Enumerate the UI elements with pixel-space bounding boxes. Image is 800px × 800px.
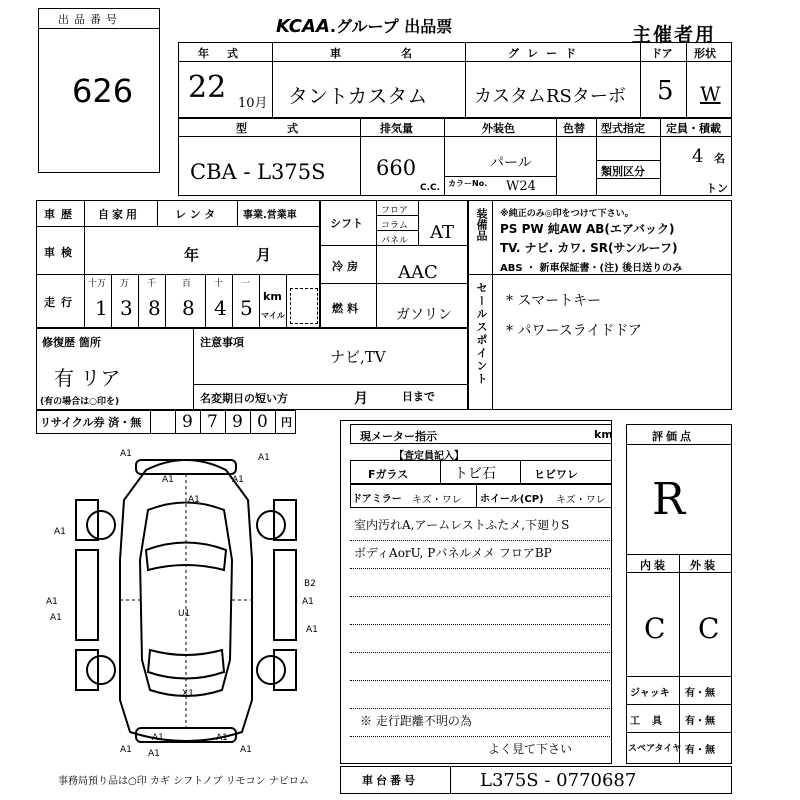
- car-name-label: 車名: [330, 47, 472, 60]
- digit-header: 一: [241, 279, 251, 289]
- category-label: 類別区分: [601, 165, 645, 178]
- score-label: 評価点: [652, 430, 694, 443]
- recycle-label: リサイクル券 済・無: [40, 416, 142, 429]
- damage-mark: A1: [152, 733, 164, 743]
- damage-mark: A1: [148, 749, 160, 759]
- ac-value: AAC: [398, 262, 438, 283]
- grade-label: グレード: [508, 47, 584, 60]
- damage-mark: A1: [232, 475, 244, 485]
- shape-value: W: [700, 82, 721, 106]
- mileage-digit: 1: [95, 296, 108, 320]
- divider: [376, 200, 377, 328]
- organizer-label: 主催者用: [632, 24, 717, 46]
- logo-text: KCAA: [276, 16, 330, 37]
- mirror-label: ドアミラー: [352, 494, 402, 505]
- inspector-comment-4: よく見て下さい: [488, 742, 573, 756]
- divider: [360, 118, 361, 196]
- divider: [237, 200, 238, 226]
- lot-label: 出品番号: [58, 13, 122, 26]
- interior-score: C: [644, 612, 666, 645]
- recycle-digit: 0: [257, 412, 268, 432]
- divider: [468, 274, 732, 275]
- inspection-label: 車検: [44, 246, 78, 259]
- private-use-label: 自家用: [98, 208, 140, 221]
- jack-options: 有・無: [685, 688, 715, 699]
- divider: [36, 226, 320, 227]
- wheel-front-left: [87, 511, 115, 539]
- recycle-digit: 9: [182, 412, 193, 432]
- color-change-label: 色替: [563, 122, 585, 135]
- door-value: 5: [657, 76, 674, 106]
- recycle-digit: 7: [207, 412, 218, 432]
- divider: [175, 410, 176, 434]
- car-name-value: タントカスタム: [288, 84, 428, 108]
- expiry-day: 日まで: [402, 390, 435, 403]
- exterior-label: 外装: [690, 559, 718, 572]
- displacement-label: 排気量: [380, 122, 413, 135]
- mileage-digit: 4: [214, 296, 227, 320]
- divider: [660, 118, 661, 196]
- sales-line-2: * パワースライドドア: [506, 323, 642, 339]
- divider: [350, 540, 612, 541]
- damage-mark: A1: [50, 613, 62, 623]
- spare-tire-options: 有・無: [685, 745, 715, 756]
- jack-label: ジャッキ: [630, 688, 670, 699]
- divider: [178, 136, 444, 137]
- color-label: 外装色: [482, 122, 515, 135]
- rental-label: レンタ: [175, 208, 220, 221]
- digit-header: 千: [147, 279, 157, 289]
- lot-number: 626: [72, 72, 134, 110]
- color-no-value: W24: [506, 179, 536, 194]
- fglass-value: トビ石: [454, 466, 496, 482]
- color-no-label: カラーNo.: [448, 179, 488, 188]
- grade-value: カスタムRSターボ: [474, 86, 626, 107]
- capacity-unit: 名: [714, 152, 725, 165]
- wheel-label: ホイール(CP): [480, 494, 544, 505]
- damage-mark: B2: [304, 579, 316, 589]
- divider: [350, 652, 612, 653]
- fuel-label: 燃料: [332, 302, 362, 315]
- divider: [350, 624, 612, 625]
- divider: [350, 568, 612, 569]
- inspector-label: 【査定員記入】: [394, 451, 464, 462]
- divider: [640, 42, 641, 118]
- damage-mark: A1: [46, 597, 58, 607]
- wheel-options: キズ・ワレ: [556, 495, 606, 506]
- km-label: km: [263, 290, 282, 303]
- equip-line-1: PS PW 純AW AB(エアバック): [500, 222, 675, 236]
- crack-label: ヒビワレ: [534, 468, 578, 481]
- meter-label: 現メーター指示: [360, 430, 437, 443]
- divider: [165, 274, 166, 328]
- business-label: 事業.営業車: [243, 210, 297, 221]
- interior-label: 内装: [640, 559, 668, 572]
- fglass-label: Fガラス: [368, 468, 409, 481]
- score-value: R: [652, 474, 686, 525]
- floor-label: フロア: [381, 206, 409, 216]
- digit-header: 万: [120, 279, 130, 289]
- divider: [350, 736, 612, 737]
- chassis-label: 車台番号: [362, 774, 418, 787]
- fuel-value: ガソリン: [396, 307, 452, 323]
- divider: [272, 42, 273, 118]
- equip-label-text: 装備品: [475, 208, 488, 241]
- expiry-month: 月: [354, 391, 368, 407]
- equip-note: ※純正のみ◎印をつけて下さい。: [500, 209, 634, 219]
- expiry-label: 名変期日の短い方: [200, 392, 288, 405]
- divider: [626, 444, 732, 445]
- divider: [259, 274, 260, 328]
- divider: [450, 766, 451, 794]
- chassis-value: L375S - 0770687: [480, 770, 637, 791]
- damage-mark: A1: [258, 453, 270, 463]
- divider: [350, 596, 612, 597]
- car-diagram: [36, 440, 336, 760]
- divider: [350, 708, 612, 709]
- divider: [492, 200, 493, 410]
- divider: [440, 460, 441, 484]
- repair-value: 有 リア: [54, 366, 121, 390]
- divider: [138, 274, 139, 328]
- damage-mark: X1: [182, 689, 194, 699]
- divider: [205, 274, 206, 328]
- divider: [520, 460, 521, 484]
- divider: [686, 42, 687, 118]
- equip-line-3: ABS ・ 新車保証書・(注) 後日送りのみ: [500, 263, 683, 274]
- mileage-digit: 3: [120, 296, 133, 320]
- divider: [275, 410, 276, 434]
- divider: [193, 384, 468, 385]
- mirror-options: キズ・ワレ: [412, 495, 462, 506]
- shift-label: シフト: [330, 217, 363, 230]
- divider: [596, 118, 597, 196]
- shape-label: 形状: [694, 47, 716, 60]
- inspector-comment-3: ※ 走行距離不明の為: [360, 714, 472, 728]
- panel-label: パネル: [381, 236, 409, 246]
- divider: [444, 176, 556, 177]
- digit-header: 百: [182, 279, 192, 289]
- damage-mark: A1: [306, 625, 318, 635]
- divider: [320, 283, 468, 284]
- notes-value: ナビ,TV: [330, 348, 386, 366]
- damage-mark: A1: [188, 495, 200, 505]
- divider: [178, 61, 732, 62]
- displacement-value: 660: [376, 156, 417, 180]
- mileage-label: 走行: [44, 296, 78, 309]
- divider: [286, 274, 287, 328]
- tool-options: 有・無: [685, 716, 715, 727]
- divider: [444, 118, 445, 196]
- year-label: 年式: [198, 47, 256, 60]
- notes-label: 注意事項: [200, 336, 244, 349]
- divider: [596, 160, 660, 161]
- equip-line-2: TV. ナビ. カワ. SR(サンルーフ): [500, 241, 678, 255]
- divider: [38, 28, 160, 29]
- divider: [418, 200, 419, 245]
- load-unit: トン: [706, 182, 728, 195]
- divider: [679, 554, 680, 676]
- divider: [225, 410, 226, 434]
- door-label: ドア: [651, 47, 673, 60]
- divider: [193, 328, 194, 410]
- color-value: パール: [490, 155, 532, 171]
- type-designation-label: 型式指定: [601, 122, 645, 135]
- divider: [444, 136, 732, 137]
- year-value: 22: [188, 70, 227, 105]
- divider: [157, 200, 158, 226]
- history-label: 車歴: [44, 208, 78, 221]
- sales-line-1: * スマートキー: [506, 293, 602, 309]
- damage-mark: A1: [302, 597, 314, 607]
- column-label: コラム: [381, 221, 408, 231]
- wheel-front-right: [257, 511, 285, 539]
- month-value: 10月: [238, 96, 268, 111]
- tool-label: 工具: [630, 716, 674, 727]
- damage-mark: A1: [240, 745, 252, 755]
- shift-value: AT: [430, 222, 455, 243]
- header-title: [276, 14, 452, 37]
- mileage-digit: 8: [182, 296, 195, 320]
- recycle-unit: 円: [281, 416, 292, 429]
- spare-tire-label: スペアタイヤ: [628, 744, 682, 754]
- sales-point-text: セールスポイント: [475, 282, 488, 386]
- divider: [556, 118, 557, 196]
- equip-label: [474, 208, 486, 245]
- title-text: .グループ 出品票: [329, 17, 453, 36]
- capacity-value: 4: [692, 146, 704, 167]
- cc-unit: C.C.: [420, 183, 441, 193]
- exterior-score: C: [698, 612, 720, 645]
- damage-mark: A1: [216, 733, 228, 743]
- ac-label: 冷房: [332, 260, 362, 273]
- inspection-month: 月: [256, 246, 272, 264]
- divider: [476, 484, 477, 508]
- capacity-label: 定員・積載: [666, 122, 721, 135]
- damage-mark: U1: [178, 609, 191, 619]
- inspection-year: 年: [184, 246, 200, 264]
- divider: [200, 410, 201, 434]
- divider: [150, 410, 151, 434]
- wheel-rear-left: [87, 656, 115, 684]
- damage-mark: A1: [120, 449, 132, 459]
- damage-mark: A1: [120, 745, 132, 755]
- mile-label: マイル: [261, 311, 285, 320]
- divider: [350, 680, 612, 681]
- inspector-comment-2: ボディAorU, Pパネルメメ フロアBP: [354, 546, 552, 560]
- model-value: CBA - L375S: [190, 160, 326, 184]
- divider: [111, 274, 112, 328]
- damage-mark: A1: [54, 527, 66, 537]
- meter-unit: km: [594, 428, 613, 441]
- digit-header: 十: [214, 279, 224, 289]
- divider: [36, 274, 320, 275]
- mileage-stamp-box: [290, 288, 318, 324]
- repair-label: 修復歴 箇所: [42, 336, 101, 349]
- office-note: 事務局預り品は○印 カギ シフトノブ リモコン ナビロム: [58, 776, 309, 787]
- divider: [232, 274, 233, 328]
- inspector-comment-1: 室内汚れA,アームレストふたメ,下廻りS: [354, 518, 570, 532]
- divider: [84, 200, 85, 328]
- model-label: 型式: [236, 122, 338, 135]
- mileage-digit: 8: [148, 296, 161, 320]
- mileage-digit: 5: [240, 296, 253, 320]
- digit-header: 十万: [88, 279, 107, 289]
- divider: [250, 410, 251, 434]
- damage-mark: A1: [162, 475, 174, 485]
- wheel-rear-right: [257, 656, 285, 684]
- recycle-digit: 9: [232, 412, 243, 432]
- sales-point-label: [473, 282, 489, 389]
- repair-note: (有の場合は○印を): [40, 397, 120, 407]
